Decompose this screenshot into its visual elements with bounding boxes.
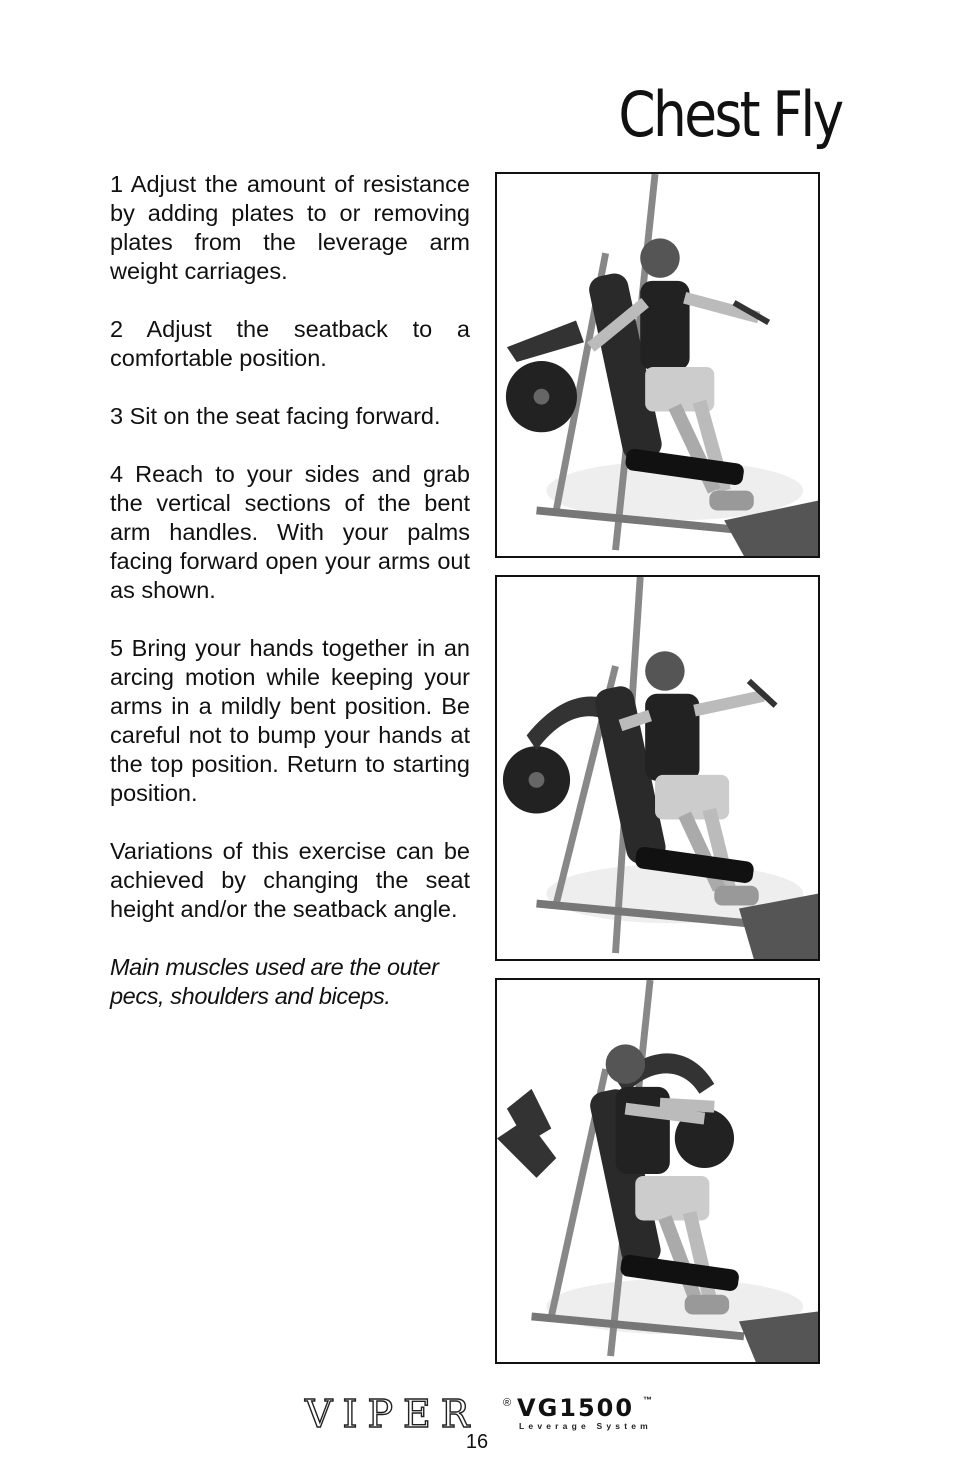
model-name: VG1500 — [517, 1394, 635, 1422]
exercise-illustration-mid — [497, 577, 818, 959]
muscles-note: Main muscles used are the outer pecs, shoulders and biceps. — [110, 954, 439, 1009]
step-5: 5 Bring your hands together in an arcing motion while keeping your arms in a mildly bent position. Be careful not to bump your hands at the top position. Return to starting position. — [110, 635, 470, 806]
exercise-photo-2 — [495, 575, 820, 961]
instructions — [110, 170, 470, 1040]
step-2: 2 Adjust the seatback to a comfortable position. — [110, 316, 470, 371]
registered-mark: ® — [503, 1397, 512, 1409]
viper-logo — [305, 1392, 655, 1436]
variations-note: Variations of this exercise can be achieved by changing the seat height and/or the seatback angle. — [110, 838, 470, 922]
exercise-photo-1 — [495, 172, 820, 558]
exercise-illustration-start — [497, 174, 818, 556]
exercise-illustration-top — [497, 980, 818, 1362]
step-3: 3 Sit on the seat facing forward. — [110, 403, 441, 429]
brand-name: VIPER — [305, 1392, 480, 1436]
page-title: Chest Fly — [618, 78, 842, 151]
brand-subtitle: Leverage System — [519, 1421, 652, 1431]
exercise-photo-3 — [495, 978, 820, 1364]
page-number: 16 — [465, 1431, 489, 1453]
step-4: 4 Reach to your sides and grab the vertical sections of the bent arm handles. With your palms facing forward open your arms out as shown. — [110, 461, 470, 603]
trademark-mark: ™ — [643, 1395, 652, 1405]
step-1: 1 Adjust the amount of resistance by adding plates to or removing plates from the leverage arm weight carriages. — [110, 171, 470, 284]
